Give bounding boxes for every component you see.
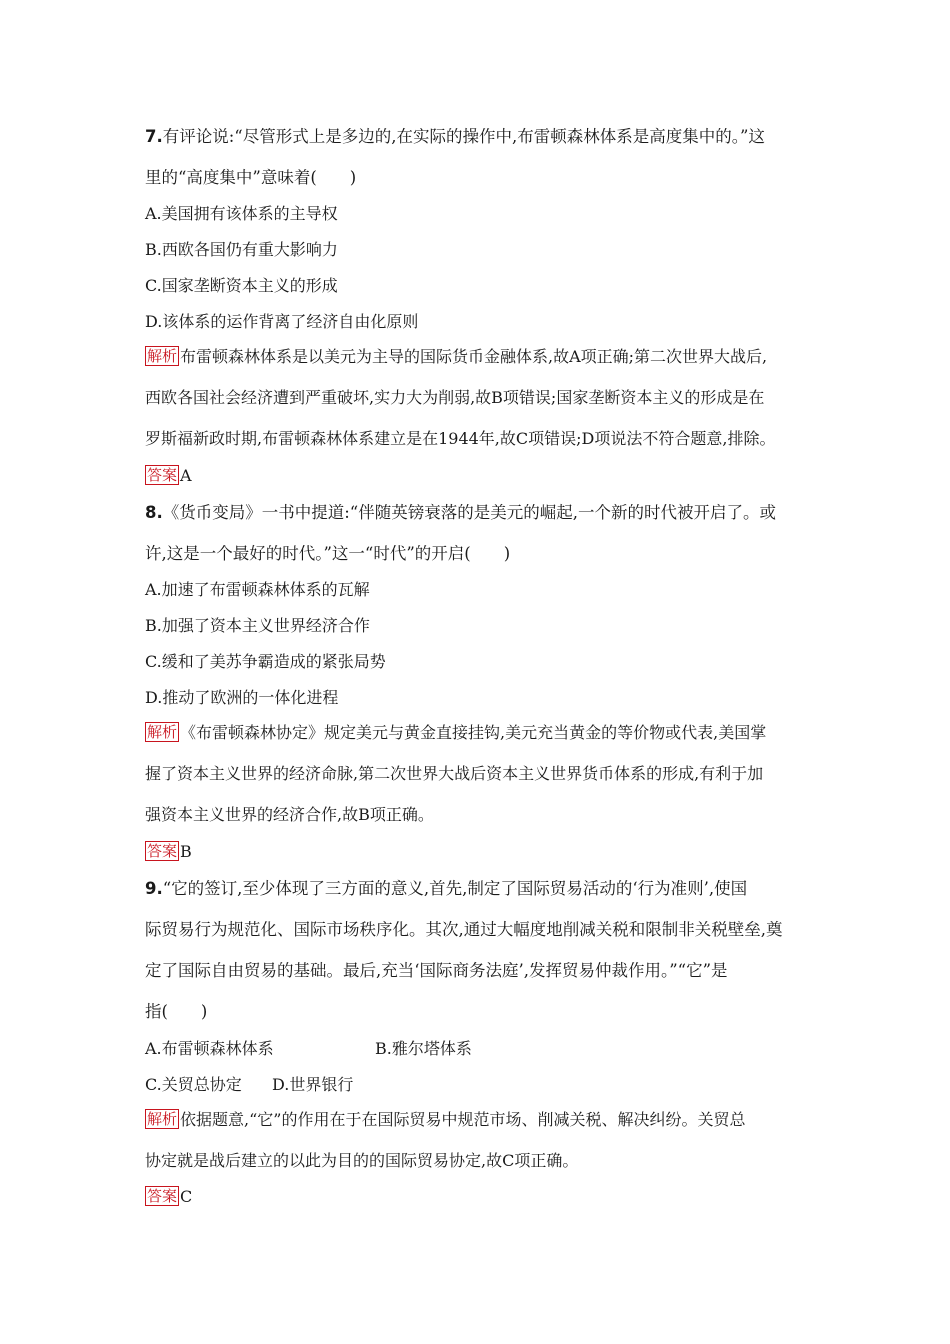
question-9-option-d: D.世界银行 <box>272 1075 354 1094</box>
question-7-analysis-line2: 西欧各国社会经济遭到严重破坏,实力大为削弱,故B项错误;国家垄断资本主义的形成是在 <box>145 388 765 407</box>
answer-value: B <box>180 842 192 861</box>
question-9-option-a: A.布雷顿森林体系 <box>145 1039 274 1058</box>
question-9-analysis-line2: 协定就是战后建立的以此为目的的国际贸易协定,故C项正确。 <box>145 1151 579 1170</box>
question-8-stem-line2: 许,这是一个最好的时代。”这一“时代”的开启( ) <box>145 544 511 563</box>
question-7-option-d: D.该体系的运作背离了经济自由化原则 <box>145 312 419 331</box>
answer-tag: 答案 <box>147 1187 178 1205</box>
question-9-option-c: C.关贸总协定 <box>145 1075 242 1094</box>
question-9-answer <box>145 1186 192 1208</box>
question-8-option-b: B.加强了资本主义世界经济合作 <box>145 616 370 635</box>
question-7-analysis-line3: 罗斯福新政时期,布雷顿森林体系建立是在1944年,故C项错误;D项说法不符合题意,排除。 <box>145 429 776 448</box>
question-9-analysis-line1 <box>145 1109 745 1131</box>
analysis-tag: 解析 <box>147 347 178 365</box>
question-8-stem-line1 <box>145 502 776 524</box>
question-9-option-b: B.雅尔塔体系 <box>375 1039 472 1058</box>
question-9-stem-line3: 定了国际自由贸易的基础。最后,充当‘国际商务法庭’,发挥贸易仲裁作用。”“它”是 <box>145 961 728 980</box>
question-8-option-d: D.推动了欧洲的一体化进程 <box>145 688 339 707</box>
question-7-stem-line2: 里的“高度集中”意味着( ) <box>145 168 357 187</box>
answer-value: C <box>180 1187 193 1206</box>
question-8-option-c: C.缓和了美苏争霸造成的紧张局势 <box>145 652 386 671</box>
question-9-stem-line4: 指( ) <box>145 1002 208 1021</box>
question-7-number: 7. <box>145 127 163 146</box>
question-7-option-a: A.美国拥有该体系的主导权 <box>145 204 338 223</box>
answer-value: A <box>180 466 192 485</box>
question-7-stem-line1 <box>145 126 765 148</box>
analysis-text: 布雷顿森林体系是以美元为主导的国际货币金融体系,故A项正确;第二次世界大战后, <box>180 347 768 366</box>
question-8-answer <box>145 841 192 863</box>
question-7-option-b: B.西欧各国仍有重大影响力 <box>145 240 338 259</box>
question-8-analysis-line1 <box>145 722 766 744</box>
analysis-text: 依据题意,“它”的作用在于在国际贸易中规范市场、削减关税、解决纠纷。关贸总 <box>180 1110 746 1129</box>
analysis-tag: 解析 <box>147 1110 178 1128</box>
question-9-stem-line1 <box>145 878 747 900</box>
question-7-option-c: C.国家垄断资本主义的形成 <box>145 276 338 295</box>
answer-tag: 答案 <box>147 842 178 860</box>
question-9-stem-line2: 际贸易行为规范化、国际市场秩序化。其次,通过大幅度地削减关税和限制非关税壁垒,奠 <box>145 920 783 939</box>
question-9-number: 9. <box>145 879 163 898</box>
question-8-number: 8. <box>145 503 163 522</box>
question-8-option-a: A.加速了布雷顿森林体系的瓦解 <box>145 580 370 599</box>
question-7-answer <box>145 465 192 487</box>
question-8-analysis-line3: 强资本主义世界的经济合作,故B项正确。 <box>145 805 434 824</box>
analysis-tag: 解析 <box>147 723 178 741</box>
answer-tag: 答案 <box>147 466 178 484</box>
question-7-analysis-line1 <box>145 346 767 368</box>
question-7-stem-text: 有评论说:“尽管形式上是多边的,在实际的操作中,布雷顿森林体系是高度集中的。”这 <box>162 127 765 146</box>
question-8-stem-text: 《货币变局》一书中提道:“伴随英镑衰落的是美元的崛起,一个新的时代被开启了。或 <box>162 503 776 522</box>
question-8-analysis-line2: 握了资本主义世界的经济命脉,第二次世界大战后资本主义世界货币体系的形成,有利于加 <box>145 764 764 783</box>
analysis-text: 《布雷顿森林协定》规定美元与黄金直接挂钩,美元充当黄金的等价物或代表,美国掌 <box>180 723 767 742</box>
question-9-stem-text: “它的签订,至少体现了三方面的意义,首先,制定了国际贸易活动的‘行为准则’,使国 <box>162 879 748 898</box>
